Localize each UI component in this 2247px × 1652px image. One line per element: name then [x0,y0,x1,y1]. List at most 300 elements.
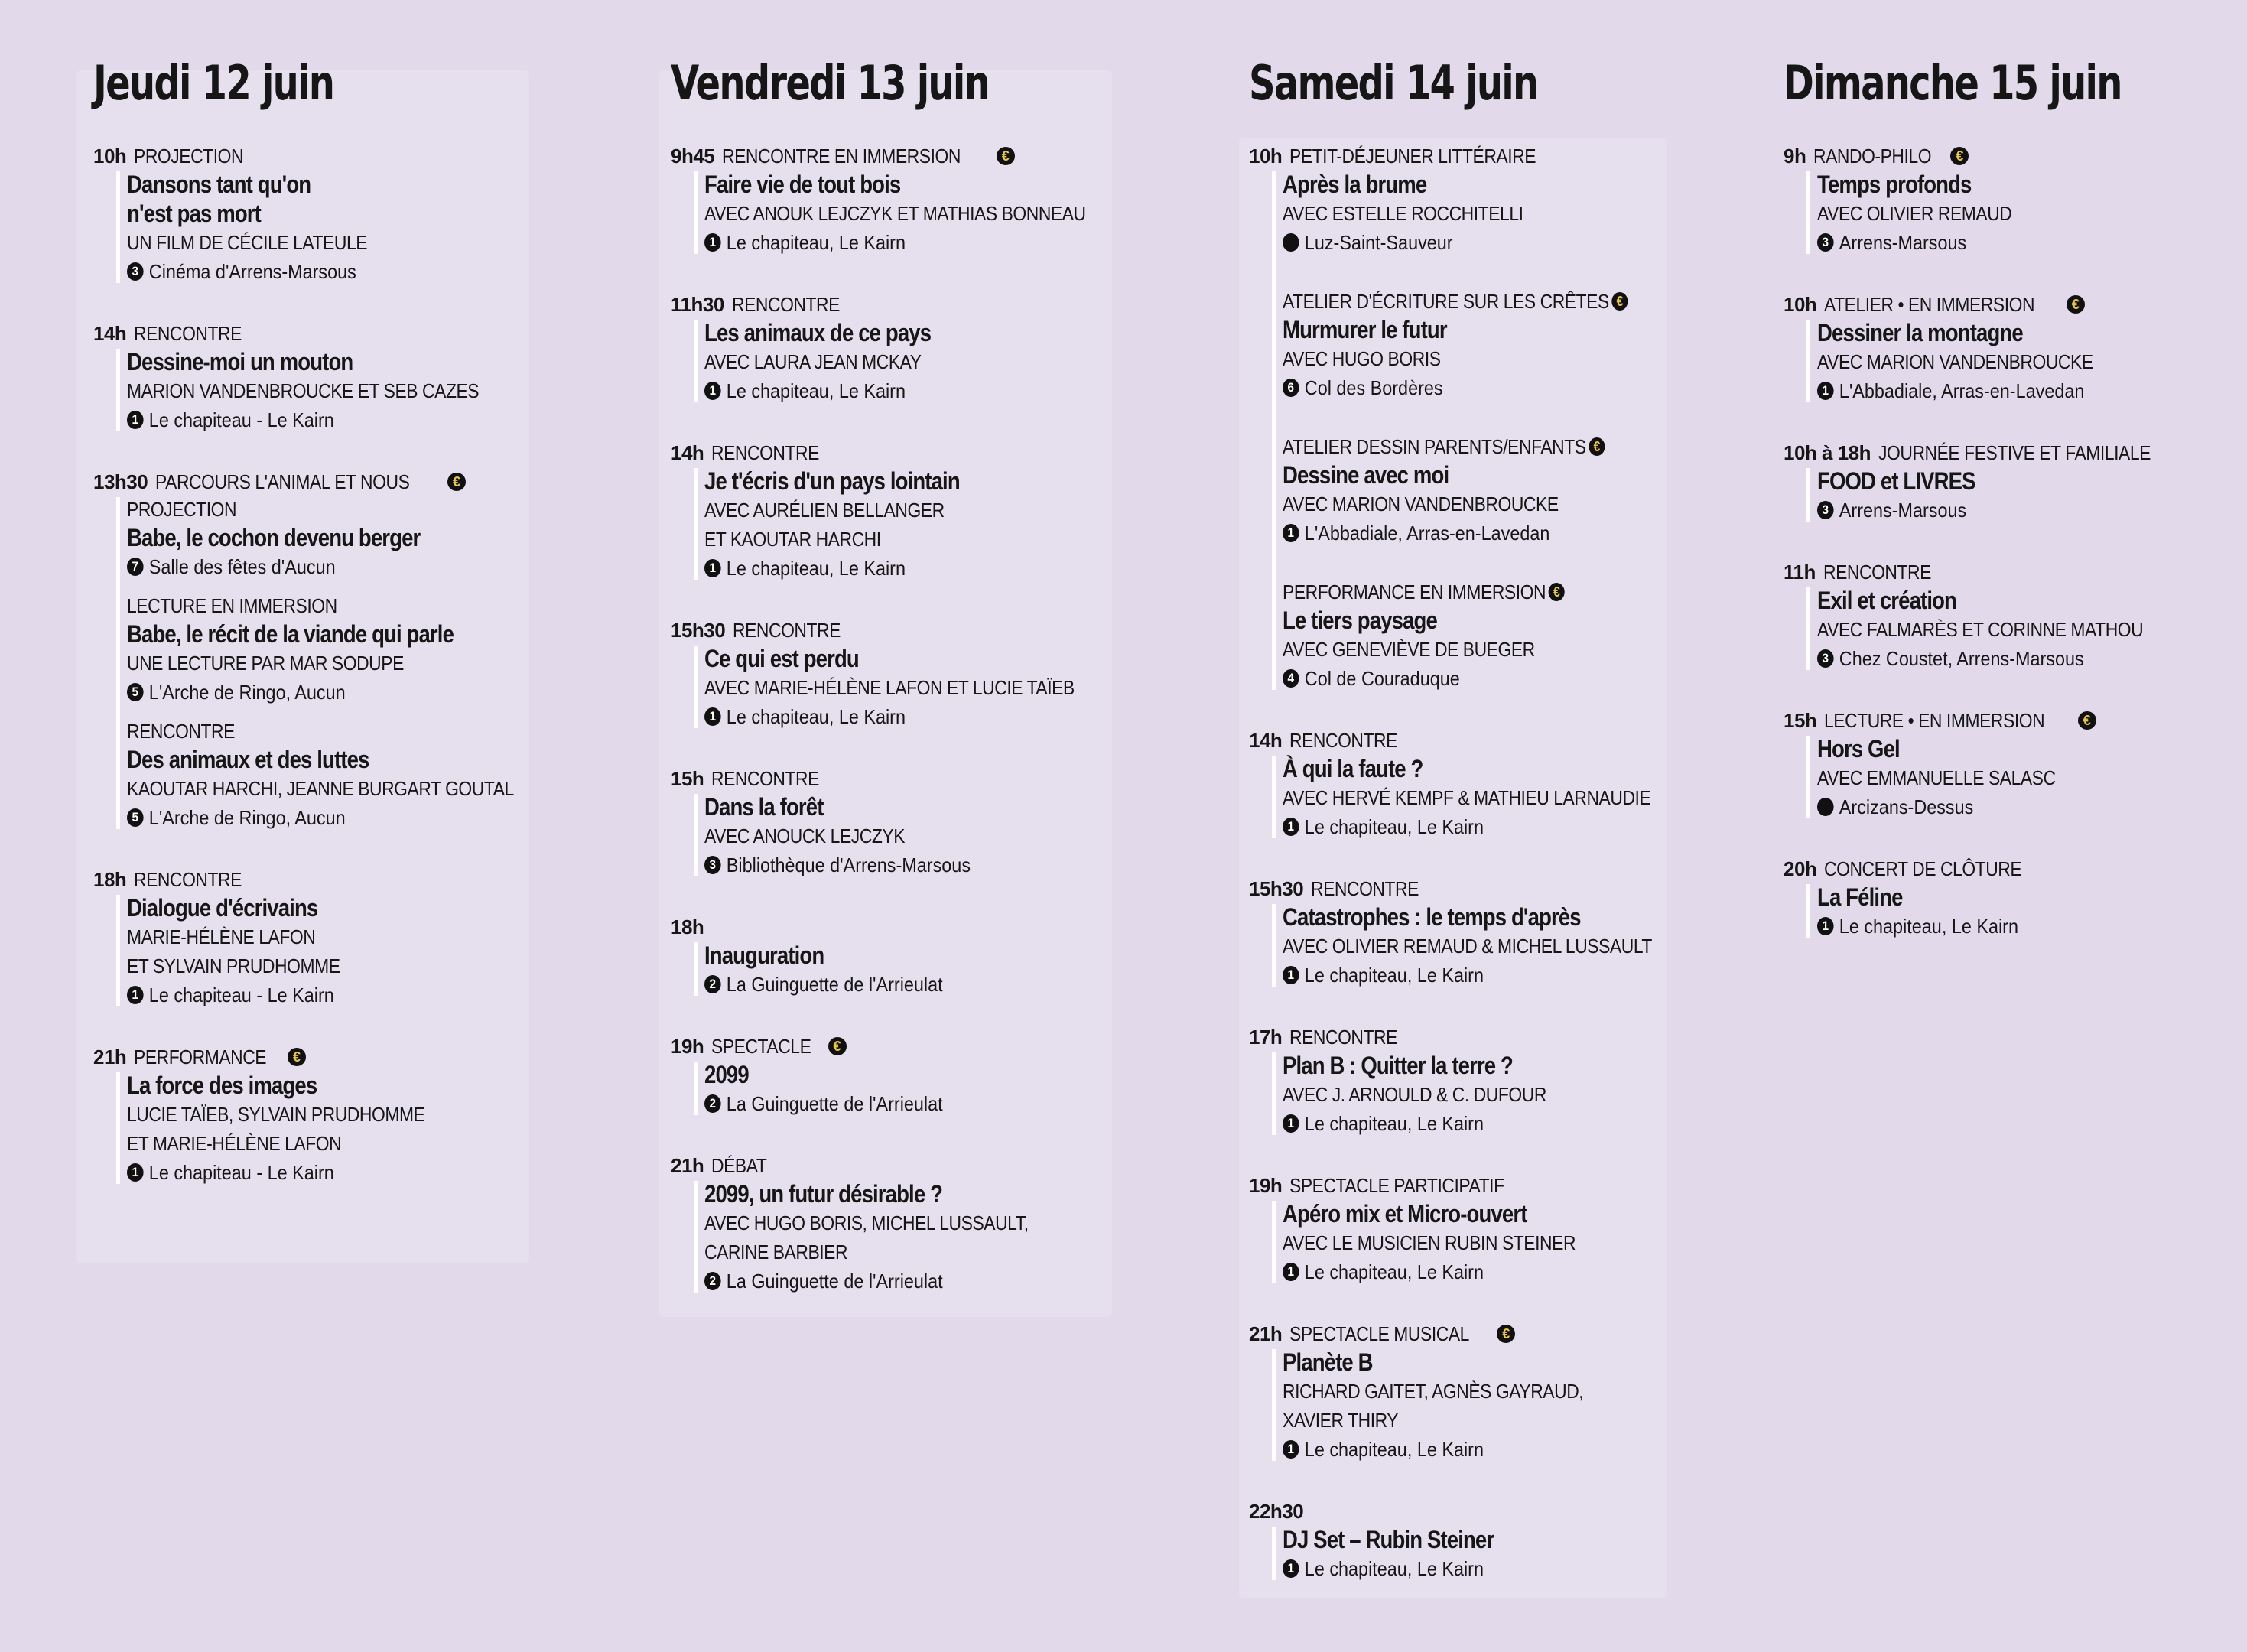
event-location [1817,496,2151,525]
event-category: DÉBAT [711,1153,767,1177]
event-guests: AVEC MARION VANDENBROUCKE [1817,350,2093,373]
event-time: 9h [1784,144,1806,167]
location-name: Arrens-Marsous [1839,231,1967,254]
event-list [93,142,567,1221]
location-name: Col de Couraduque [1304,667,1460,690]
euro-icon: € [2078,711,2096,730]
event-header [1249,1320,1702,1348]
event-time: 18h [671,915,704,938]
event-sub-item [704,318,1138,405]
event-time: 10h [93,144,127,167]
event-title[interactable]: Babe, le récit de la viande qui parle [127,620,454,648]
location-name: Arcizans-Dessus [1839,795,1974,818]
event-time: 14h [671,441,704,464]
event-time: 13h30 [93,470,148,493]
event-category: SPECTACLE MUSICAL [1289,1322,1470,1345]
event-title[interactable]: Dans la forêt [704,793,824,821]
location-number-badge: 1 [1283,818,1299,836]
event-guests: ET MARIE-HÉLÈNE LAFON [127,1132,342,1155]
event-item[interactable] [671,765,1138,880]
event-header [1784,558,2188,586]
event-location [704,702,1094,731]
event-location [704,970,1094,999]
event-category: RENCONTRE [711,766,820,790]
location-number-badge [1283,233,1299,252]
event-title[interactable]: Ce qui est perdu [704,645,859,672]
event-body [671,941,1138,999]
event-item[interactable] [671,291,1138,405]
event-sub-item [704,170,1138,257]
event-body [671,1060,1138,1118]
event-item[interactable] [93,142,567,286]
event-time: 14h [93,321,127,345]
event-location [1283,812,1660,841]
sub-category-label: ATELIER D'ÉCRITURE SUR LES CRÊTES [1283,290,1609,313]
euro-icon: € [1611,292,1628,311]
event-body [1249,1348,1702,1464]
event-location [704,376,1094,405]
event-title[interactable]: n'est pas mort [127,200,261,227]
location-number-badge: 1 [1817,382,1834,400]
event-title[interactable]: 2099, un futur désirable ? [704,1180,943,1208]
event-sub-item [127,347,567,434]
euro-icon: € [997,147,1015,165]
location-number-badge: 5 [127,683,144,701]
event-category: LECTURE • EN IMMERSION [1824,708,2045,732]
event-header [1249,727,1702,754]
event-guests: RICHARD GAITET, AGNÈS GAYRAUD, [1283,1380,1584,1403]
event-title[interactable]: Plan B : Quitter la terre ? [1283,1052,1513,1079]
event-category: RENCONTRE [134,867,242,891]
event-guests: AVEC ESTELLE ROCCHITELLI [1283,202,1523,225]
event-time: 21h [93,1045,127,1068]
event-sub-item [1283,1348,1702,1464]
event-item[interactable] [93,320,567,434]
event-item[interactable] [671,913,1138,999]
location-number-badge: 7 [127,558,144,576]
event-category: SPECTACLE PARTICIPATIF [1289,1173,1504,1197]
event-category: PERFORMANCE [134,1045,267,1068]
location-number-badge: 1 [704,707,721,726]
sub-category-label: PERFORMANCE EN IMMERSION [1283,580,1546,603]
event-body [1784,318,2188,405]
event-time: 11h30 [671,292,724,316]
event-body [1784,467,2188,525]
event-header [93,320,567,347]
event-header [93,866,567,893]
event-body [1249,902,1702,990]
location-number-badge: 3 [127,262,144,281]
event-category: RENCONTRE [1289,728,1398,752]
event-guests: ET KAOUTAR HARCHI [704,528,881,551]
event-header [1249,1023,1702,1051]
event-location [1817,644,2151,673]
location-name: L'Arche de Ringo, Aucun [148,806,346,829]
event-location [1283,961,1660,990]
location-name: Le chapiteau - Le Kairn [148,984,334,1006]
event-category: CONCERT DE CLÔTURE [1824,857,2022,880]
event-header [1249,875,1702,902]
location-name: Salle des fêtes d'Aucun [148,555,336,578]
event-body [93,170,567,286]
location-number-badge: 1 [1283,1263,1299,1281]
event-title[interactable]: Les animaux de ce pays [704,319,932,346]
event-category: JOURNÉE FESTIVE ET FAMILIALE [1878,441,2151,464]
event-location [704,228,1094,257]
location-name: Le chapiteau - Le Kairn [148,1161,334,1184]
event-location [127,405,522,434]
event-header [671,913,1138,941]
event-category: RENCONTRE [711,441,820,464]
sub-category [1283,288,1652,315]
event-guests: AVEC HUGO BORIS, MICHEL LUSSAULT, [704,1211,1029,1234]
event-category: SPECTACLE [711,1034,811,1058]
location-number-badge: 1 [704,382,721,400]
event-title[interactable]: Apéro mix et Micro-ouvert [1283,1200,1527,1228]
event-item[interactable] [1784,558,2188,673]
sub-category-label: ATELIER DESSIN PARENTS/ENFANTS [1283,435,1586,458]
event-guests: AVEC LE MUSICIEN RUBIN STEINER [1283,1231,1576,1254]
event-guests: AVEC MARIE-HÉLÈNE LAFON ET LUCIE TAÏEB [704,676,1075,699]
event-header [93,1043,567,1071]
sub-category-label: PROJECTION [127,498,237,521]
location-number-badge: 1 [704,233,721,252]
event-item[interactable] [1784,291,2188,405]
euro-icon: € [1589,437,1605,456]
event-title[interactable]: Catastrophes : le temps d'après [1283,903,1581,931]
event-body [1784,170,2188,257]
location-number-badge: 1 [1283,1440,1299,1459]
event-sub-item [1283,1051,1702,1138]
location-name: Col des Bordères [1304,376,1443,399]
event-list [671,142,1138,1329]
event-location [1817,228,2151,257]
event-sub-item [1283,578,1702,693]
event-body [671,170,1138,257]
location-name: L'Abbadiale, Arras-en-Lavedan [1839,379,2085,402]
event-title[interactable]: Le tiers paysage [1283,606,1437,634]
event-guests: AVEC HUGO BORIS [1283,347,1441,370]
event-item[interactable] [671,616,1138,731]
event-sub-item [127,1071,567,1187]
event-category: RENCONTRE [1311,876,1419,900]
location-name: La Guinguette de l'Arrieulat [726,973,943,996]
location-name: Le chapiteau, Le Kairn [1304,1260,1484,1283]
event-header [93,468,567,496]
event-location [1817,912,2151,941]
event-item[interactable] [93,1043,567,1187]
event-location [704,1089,1094,1118]
event-item[interactable] [1249,1498,1702,1583]
event-time: 9h45 [671,144,715,167]
event-sub-item [1283,433,1702,548]
event-guests: AVEC OLIVIER REMAUD & MICHEL LUSSAULT [1283,935,1652,958]
event-category: RENCONTRE [134,321,242,345]
event-item[interactable] [671,439,1138,583]
euro-icon: € [1950,147,1969,165]
event-guests: MARIE-HÉLÈNE LAFON [127,925,316,948]
event-item[interactable] [93,866,567,1010]
event-guests: UN FILM DE CÉCILE LATEULE [127,231,368,254]
event-body [1249,754,1702,841]
event-sub-item [127,592,567,707]
euro-icon: € [1549,583,1565,601]
event-title[interactable]: Dansons tant qu'on [127,171,311,198]
event-title[interactable]: Hors Gel [1817,735,1900,763]
event-title[interactable]: Dialogue d'écrivains [127,894,318,922]
event-item[interactable] [93,468,567,832]
event-item[interactable] [1784,707,2188,821]
sub-category [127,592,514,620]
location-name: La Guinguette de l'Arrieulat [726,1270,943,1293]
event-title[interactable]: Dessine avec moi [1283,461,1449,489]
event-header [1784,439,2188,467]
event-body [93,893,567,1010]
location-name: Le chapiteau - Le Kairn [148,408,334,431]
event-guests: AVEC AURÉLIEN BELLANGER [704,499,945,522]
event-time: 19h [1249,1173,1283,1197]
sub-category [1283,433,1652,460]
location-name: Le chapiteau, Le Kairn [1304,1112,1484,1135]
event-guests: AVEC J. ARNOULD & C. DUFOUR [1283,1083,1546,1106]
location-number-badge: 2 [704,1094,721,1113]
event-location [1283,664,1660,693]
event-body [671,792,1138,880]
event-sub-item [704,644,1138,731]
event-location [127,980,522,1010]
event-guests: XAVIER THIRY [1283,1409,1399,1432]
event-location [704,850,1094,880]
event-title[interactable]: Planète B [1283,1348,1373,1376]
event-sub-item [1283,902,1702,990]
event-title[interactable]: Dessiner la montagne [1817,319,2023,346]
event-guests: AVEC LAURA JEAN MCKAY [704,350,922,373]
event-header [1249,1172,1702,1199]
location-name: Le chapiteau, Le Kairn [1304,815,1484,838]
event-time: 22h30 [1249,1499,1304,1523]
location-number-badge: 4 [1283,669,1299,688]
location-name: Bibliothèque d'Arrens-Marsous [726,854,971,876]
event-body [671,467,1138,583]
event-location [704,554,1094,583]
event-item[interactable] [671,1152,1138,1296]
event-item[interactable] [671,142,1138,257]
location-number-badge: 1 [1283,1114,1299,1133]
event-body [671,318,1138,405]
event-guests: AVEC HERVÉ KEMPF & MATHIEU LARNAUDIE [1283,786,1651,809]
event-body [1249,170,1702,693]
event-item[interactable] [1249,1172,1702,1286]
event-item[interactable] [1249,1320,1702,1464]
event-body [1249,1199,1702,1286]
event-header [671,439,1138,467]
event-guests: AVEC ANOUCK LEJCZYK [704,824,906,847]
event-guests: AVEC FALMARÈS ET CORINNE MATHOU [1817,618,2144,641]
event-sub-item [127,893,567,1010]
event-location [1283,1257,1660,1286]
event-header [671,1032,1138,1060]
event-guests: ET SYLVAIN PRUDHOMME [127,954,340,977]
event-time: 18h [93,867,127,891]
event-title[interactable]: Exil et création [1817,587,1957,614]
location-number-badge: 6 [1283,379,1299,397]
event-sub-item [1283,288,1702,402]
event-location [1283,228,1660,257]
event-time: 21h [1249,1322,1283,1345]
event-title[interactable]: Temps profonds [1817,171,1972,198]
event-guests: MARION VANDENBROUCKE ET SEB CAZES [127,379,480,402]
location-name: Cinéma d'Arrens-Marsous [148,260,356,283]
location-number-badge: 1 [1283,524,1299,542]
day-title: Vendredi 13 juin [671,55,990,111]
event-location [127,257,522,286]
event-time: 19h [671,1034,704,1058]
event-sub-item [1817,734,2188,821]
location-number-badge: 1 [1283,966,1299,984]
event-item[interactable] [1249,875,1702,990]
event-title[interactable]: La Féline [1817,883,1903,911]
event-time: 21h [671,1153,704,1177]
location-number-badge: 1 [1817,917,1834,935]
event-header [1249,1498,1702,1525]
event-sub-item [127,717,567,832]
event-time: 10h [1249,144,1283,167]
event-title[interactable]: À qui la faute ? [1283,755,1423,782]
event-body [93,347,567,434]
event-guests: AVEC MARION VANDENBROUCKE [1283,493,1559,515]
event-item[interactable] [671,1032,1138,1118]
event-header [1784,707,2188,734]
event-body [93,1071,567,1187]
location-name: Luz-Saint-Sauveur [1304,231,1453,254]
location-number-badge: 1 [127,411,144,429]
location-number-badge: 2 [704,975,721,993]
event-location [1283,1109,1660,1138]
event-guests: AVEC EMMANUELLE SALASC [1817,766,2056,789]
day-title: Samedi 14 juin [1249,55,1538,111]
day-title: Jeudi 12 juin [93,55,334,111]
location-name: Chez Coustet, Arrens-Marsous [1839,647,2084,670]
event-guests: AVEC OLIVIER REMAUD [1817,202,2012,225]
event-category: PARCOURS L'ANIMAL ET NOUS [155,470,410,493]
event-sub-item [1817,467,2188,525]
event-item[interactable] [1784,855,2188,941]
event-guests: KAOUTAR HARCHI, JEANNE BURGART GOUTAL [127,777,514,800]
event-title[interactable]: DJ Set – Rubin Steiner [1283,1526,1494,1553]
location-number-badge: 1 [704,559,721,577]
event-title[interactable]: FOOD et LIVRES [1817,467,1975,495]
event-guests: CARINE BARBIER [704,1241,848,1263]
event-title[interactable]: Après la brume [1283,171,1427,198]
event-location [127,552,522,581]
location-name: Le chapiteau, Le Kairn [726,705,906,728]
event-time: 15h [1784,708,1817,732]
event-title[interactable]: Inauguration [704,941,824,969]
event-sub-item [1283,754,1702,841]
event-category: RENCONTRE [733,618,841,642]
event-sub-item [1817,170,2188,257]
location-number-badge: 1 [127,986,144,1004]
event-title[interactable]: Faire vie de tout bois [704,171,901,198]
event-location [127,803,522,832]
event-title[interactable]: 2099 [704,1061,749,1088]
event-sub-item [1817,883,2188,941]
location-name: Le chapiteau, Le Kairn [726,231,906,254]
event-category: RENCONTRE EN IMMERSION [722,144,961,167]
event-guests: AVEC GENEVIÈVE DE BUEGER [1283,638,1535,661]
event-title[interactable]: Dessine-moi un mouton [127,348,353,376]
event-sub-item [704,1060,1138,1118]
location-name: Arrens-Marsous [1839,499,1967,522]
event-body [1784,586,2188,673]
event-body [671,644,1138,731]
event-header [671,1152,1138,1179]
event-header [1784,855,2188,883]
event-title[interactable]: Des animaux et des luttes [127,746,369,773]
location-name: La Guinguette de l'Arrieulat [726,1092,943,1115]
event-item[interactable] [1249,727,1702,841]
event-time: 20h [1784,857,1817,880]
location-name: L'Abbadiale, Arras-en-Lavedan [1304,522,1550,545]
event-guests: AVEC ANOUK LEJCZYK ET MATHIAS BONNEAU [704,202,1086,225]
event-category: PROJECTION [134,144,244,167]
event-location [1817,376,2151,405]
event-item[interactable] [1249,1023,1702,1138]
location-number-badge: 3 [1817,501,1834,519]
event-body [1249,1051,1702,1138]
location-number-badge: 1 [127,1163,144,1182]
location-number-badge: 3 [704,856,721,874]
event-title[interactable]: Je t'écris d'un pays lointain [704,467,960,495]
event-location [1283,1435,1660,1464]
location-number-badge: 3 [1817,649,1834,668]
event-item[interactable] [1784,439,2188,525]
event-location [1283,1554,1660,1583]
event-header [671,291,1138,318]
event-sub-item [704,467,1138,583]
euro-icon: € [288,1048,306,1066]
event-item[interactable] [1784,142,2188,257]
event-title[interactable]: Murmurer le futur [1283,316,1447,343]
location-name: Le chapiteau, Le Kairn [726,379,906,402]
event-time: 10h [1784,292,1817,316]
event-category: RENCONTRE [1823,560,1931,584]
event-body [1784,734,2188,821]
event-item[interactable] [1249,142,1702,693]
event-sub-item [127,496,567,581]
sub-category-label: LECTURE EN IMMERSION [127,594,337,617]
event-body [1249,1525,1702,1583]
event-sub-item [127,170,567,286]
event-category: RENCONTRE [1289,1025,1398,1049]
location-number-badge: 3 [1817,233,1834,252]
event-title[interactable]: La force des images [127,1072,317,1099]
event-title[interactable]: Babe, le cochon devenu berger [127,524,421,551]
event-sub-item [704,1179,1138,1296]
event-sub-item [1283,170,1702,257]
event-body [1784,883,2188,941]
event-time: 15h30 [671,618,726,642]
event-location [1283,373,1660,402]
event-sub-item [704,792,1138,880]
event-header [671,765,1138,792]
event-category: RENCONTRE [731,292,840,316]
event-header [93,142,567,170]
event-time: 15h30 [1249,876,1304,900]
sub-category [127,496,514,523]
event-sub-item [704,941,1138,999]
event-header [1249,142,1702,170]
